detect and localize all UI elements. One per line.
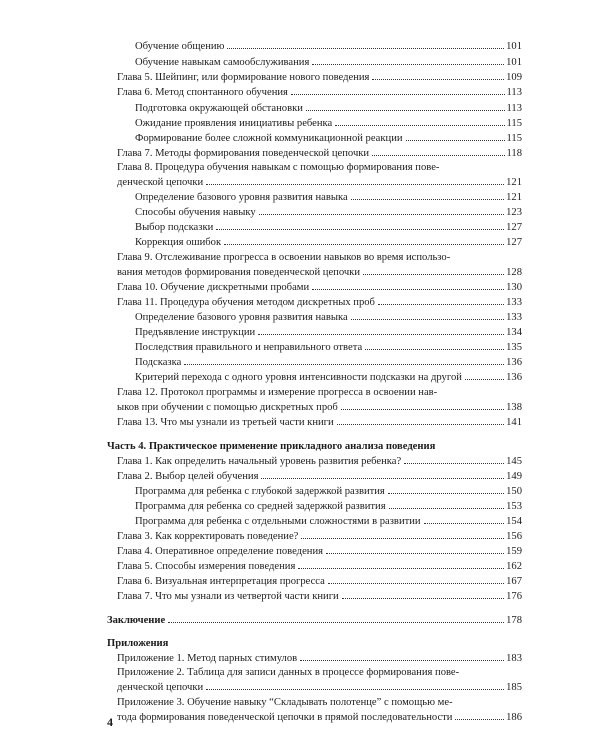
leader-dots: [406, 140, 505, 141]
leader-dots: [372, 79, 504, 80]
leader-dots: [301, 538, 504, 539]
toc-title: Обучение навыкам самообслуживания: [135, 57, 310, 68]
toc-title: Приложение 1. Метод парных стимулов: [117, 653, 298, 664]
toc-page: 133: [506, 312, 522, 323]
toc-page: 128: [506, 267, 522, 278]
toc-title: ыков при обучении с помощью дискретных проб: [117, 402, 338, 413]
toc-entry: [135, 485, 522, 498]
toc-entry: [117, 416, 522, 429]
toc-page: 133: [506, 297, 522, 308]
toc-entry: [135, 341, 522, 354]
toc-page: 136: [506, 372, 522, 383]
leader-dots: [328, 583, 504, 584]
toc-entry: [135, 117, 522, 130]
leader-dots: [389, 508, 505, 509]
toc-entry: [117, 71, 522, 84]
toc-page: 145: [506, 456, 522, 467]
toc-title-wrap: Глава 12. Протокол программы и измерение прогресса в освоении нав-: [117, 387, 438, 398]
toc-entry: [135, 326, 522, 339]
toc-entry: [135, 40, 522, 53]
toc-entry: [117, 281, 522, 294]
leader-dots: [291, 94, 505, 95]
toc-page: 127: [506, 237, 522, 248]
leader-dots: [342, 598, 504, 599]
toc-title: Коррекция ошибок: [135, 237, 222, 248]
toc-entry: [117, 455, 522, 468]
toc-title: Определение базового уровня развития навыка: [135, 312, 348, 323]
toc-page: 123: [506, 207, 522, 218]
toc-entry: [117, 681, 522, 694]
toc-title: Предъявление инструкции: [135, 327, 256, 338]
toc-title: Глава 7. Методы формирования поведенческой цепочки: [117, 148, 370, 159]
toc-entry: [135, 500, 522, 513]
toc-entry: [135, 515, 522, 528]
toc-page: 115: [506, 133, 522, 144]
leader-dots: [261, 478, 504, 479]
leader-dots: [306, 110, 505, 111]
leader-dots: [227, 48, 504, 49]
leader-dots: [337, 424, 504, 425]
toc-title: Критерий перехода с одного уровня интенсивности подсказки на другой: [135, 372, 462, 383]
leader-dots: [184, 364, 504, 365]
toc-entry: [135, 236, 522, 249]
leader-dots: [312, 64, 504, 65]
toc-title: Обучение общению: [135, 41, 225, 52]
toc-title-wrap: Глава 8. Процедура обучения навыкам с помощью формирования пове-: [117, 162, 440, 173]
toc-entry: [117, 266, 522, 279]
toc-entry: [135, 191, 522, 204]
toc-page: 134: [506, 327, 522, 338]
leader-dots: [341, 409, 504, 410]
toc-entry: [135, 206, 522, 219]
toc-entry: [117, 401, 522, 414]
toc-entry: [135, 311, 522, 324]
toc-title: вания методов формирования поведенческой цепочки: [117, 267, 360, 278]
toc-title: Формирование более сложной коммуникационной реакции: [135, 133, 403, 144]
toc-title: тода формирования поведенческой цепочки в прямой последовательности: [117, 712, 453, 723]
part-heading: Приложения: [107, 638, 169, 649]
toc-entry: [117, 652, 522, 665]
toc-page: 121: [506, 192, 522, 203]
leader-dots: [404, 463, 504, 464]
leader-dots: [351, 319, 504, 320]
toc-title: денческой цепочки: [117, 682, 204, 693]
toc-entry: [135, 221, 522, 234]
toc-title: Программа для ребенка с глубокой задержкой развития: [135, 486, 385, 497]
toc-page: 113: [506, 87, 522, 98]
leader-dots: [372, 155, 504, 156]
toc-entry: [117, 86, 522, 99]
leader-dots: [300, 660, 504, 661]
toc-page: 141: [506, 417, 522, 428]
toc-title: Глава 13. Что мы узнали из третьей части книги: [117, 417, 334, 428]
toc-page: 153: [506, 501, 522, 512]
toc-title: Программа для ребенка с отдельными сложностями в развитии: [135, 516, 421, 527]
toc-title: Глава 3. Как корректировать поведение?: [117, 531, 299, 542]
toc-page: 101: [506, 41, 522, 52]
toc-title: Ожидание проявления инициативы ребенка: [135, 118, 333, 129]
toc-page: 118: [506, 148, 522, 159]
toc-page: 101: [506, 57, 522, 68]
toc-page: 121: [506, 177, 522, 188]
leader-dots: [335, 125, 504, 126]
toc-page: 159: [506, 546, 522, 557]
toc-title: Определение базового уровня развития навыка: [135, 192, 348, 203]
leader-dots: [465, 379, 504, 380]
toc-title: Глава 7. Что мы узнали из четвертой части книги: [117, 591, 339, 602]
leader-dots: [224, 244, 504, 245]
toc-title: Подсказка: [135, 357, 182, 368]
leader-dots: [378, 304, 504, 305]
toc-page: 113: [506, 103, 522, 114]
toc-title-wrap: Приложение 2. Таблица для записи данных в процессе формирования пове-: [117, 667, 460, 678]
leader-dots: [312, 289, 504, 290]
leader-dots: [216, 229, 504, 230]
toc-page: 149: [506, 471, 522, 482]
toc-title: Глава 10. Обучение дискретными пробами: [117, 282, 310, 293]
leader-dots: [206, 184, 504, 185]
toc-page: 109: [506, 72, 522, 83]
leader-dots: [326, 553, 504, 554]
toc-title: Способы обучения навыку: [135, 207, 256, 218]
leader-dots: [168, 622, 504, 623]
toc-entry: [135, 56, 522, 69]
toc-entry: [135, 371, 522, 384]
toc-entry: [107, 614, 522, 627]
toc-page: 185: [506, 682, 522, 693]
leader-dots: [365, 349, 504, 350]
toc-entry: [117, 545, 522, 558]
toc-title: Заключение: [107, 615, 166, 626]
toc-entry: [117, 530, 522, 543]
toc-title-wrap: Глава 9. Отслеживание прогресса в освоении навыков во время использо-: [117, 252, 451, 263]
toc-page: 186: [506, 712, 522, 723]
toc-title: Глава 5. Шейпинг, или формирование нового поведения: [117, 72, 370, 83]
toc-title: Глава 6. Визуальная интерпретация прогресса: [117, 576, 325, 587]
toc-entry: [117, 296, 522, 309]
toc-page: 176: [506, 591, 522, 602]
leader-dots: [424, 523, 505, 524]
toc-title: Глава 11. Процедура обучения методом дискретных проб: [117, 297, 375, 308]
toc-entry: [117, 176, 522, 189]
toc-entry: [117, 147, 522, 160]
toc-page: 127: [506, 222, 522, 233]
toc-page: 135: [506, 342, 522, 353]
toc-page: 136: [506, 357, 522, 368]
toc-title: Последствия правильного и неправильного ответа: [135, 342, 363, 353]
part-heading: Часть 4. Практическое применение прикладного анализа поведения: [107, 441, 436, 452]
leader-dots: [298, 568, 504, 569]
leader-dots: [206, 689, 504, 690]
toc-title-wrap: Приложение 3. Обучение навыку “Складывать полотенце” с помощью ме-: [117, 697, 453, 708]
leader-dots: [455, 719, 504, 720]
toc-entry: [117, 560, 522, 573]
toc-title: Выбор подсказки: [135, 222, 214, 233]
toc-entry: [135, 356, 522, 369]
leader-dots: [363, 274, 504, 275]
toc-title: Глава 4. Оперативное определение поведения: [117, 546, 323, 557]
page-number: 4: [107, 715, 113, 729]
toc-page: 178: [506, 615, 522, 626]
toc-entry: [117, 590, 522, 603]
toc-title: Глава 6. Метод спонтанного обучения: [117, 87, 288, 98]
toc-page: 156: [506, 531, 522, 542]
toc-page: 115: [506, 118, 522, 129]
toc-title: Программа для ребенка со средней задержкой развития: [135, 501, 386, 512]
leader-dots: [259, 214, 504, 215]
toc-entry: [117, 711, 522, 724]
toc-title: Подготовка окружающей обстановки: [135, 103, 303, 114]
toc-title: Глава 1. Как определить начальный уровень развития ребенка?: [117, 456, 402, 467]
toc-entry: [135, 102, 522, 115]
toc-entry: [117, 470, 522, 483]
toc-page: 183: [506, 653, 522, 664]
toc-title: Глава 5. Способы измерения поведения: [117, 561, 296, 572]
leader-dots: [388, 493, 504, 494]
toc-page: 154: [506, 516, 522, 527]
toc-page: 130: [506, 282, 522, 293]
toc-page: 167: [506, 576, 522, 587]
toc-entry: [117, 575, 522, 588]
leader-dots: [258, 334, 504, 335]
toc-page: 150: [506, 486, 522, 497]
leader-dots: [351, 199, 504, 200]
toc-entry: [135, 132, 522, 145]
toc-title: Глава 2. Выбор целей обучения: [117, 471, 259, 482]
toc-title: денческой цепочки: [117, 177, 204, 188]
toc-page: 162: [506, 561, 522, 572]
toc-page: 138: [506, 402, 522, 413]
